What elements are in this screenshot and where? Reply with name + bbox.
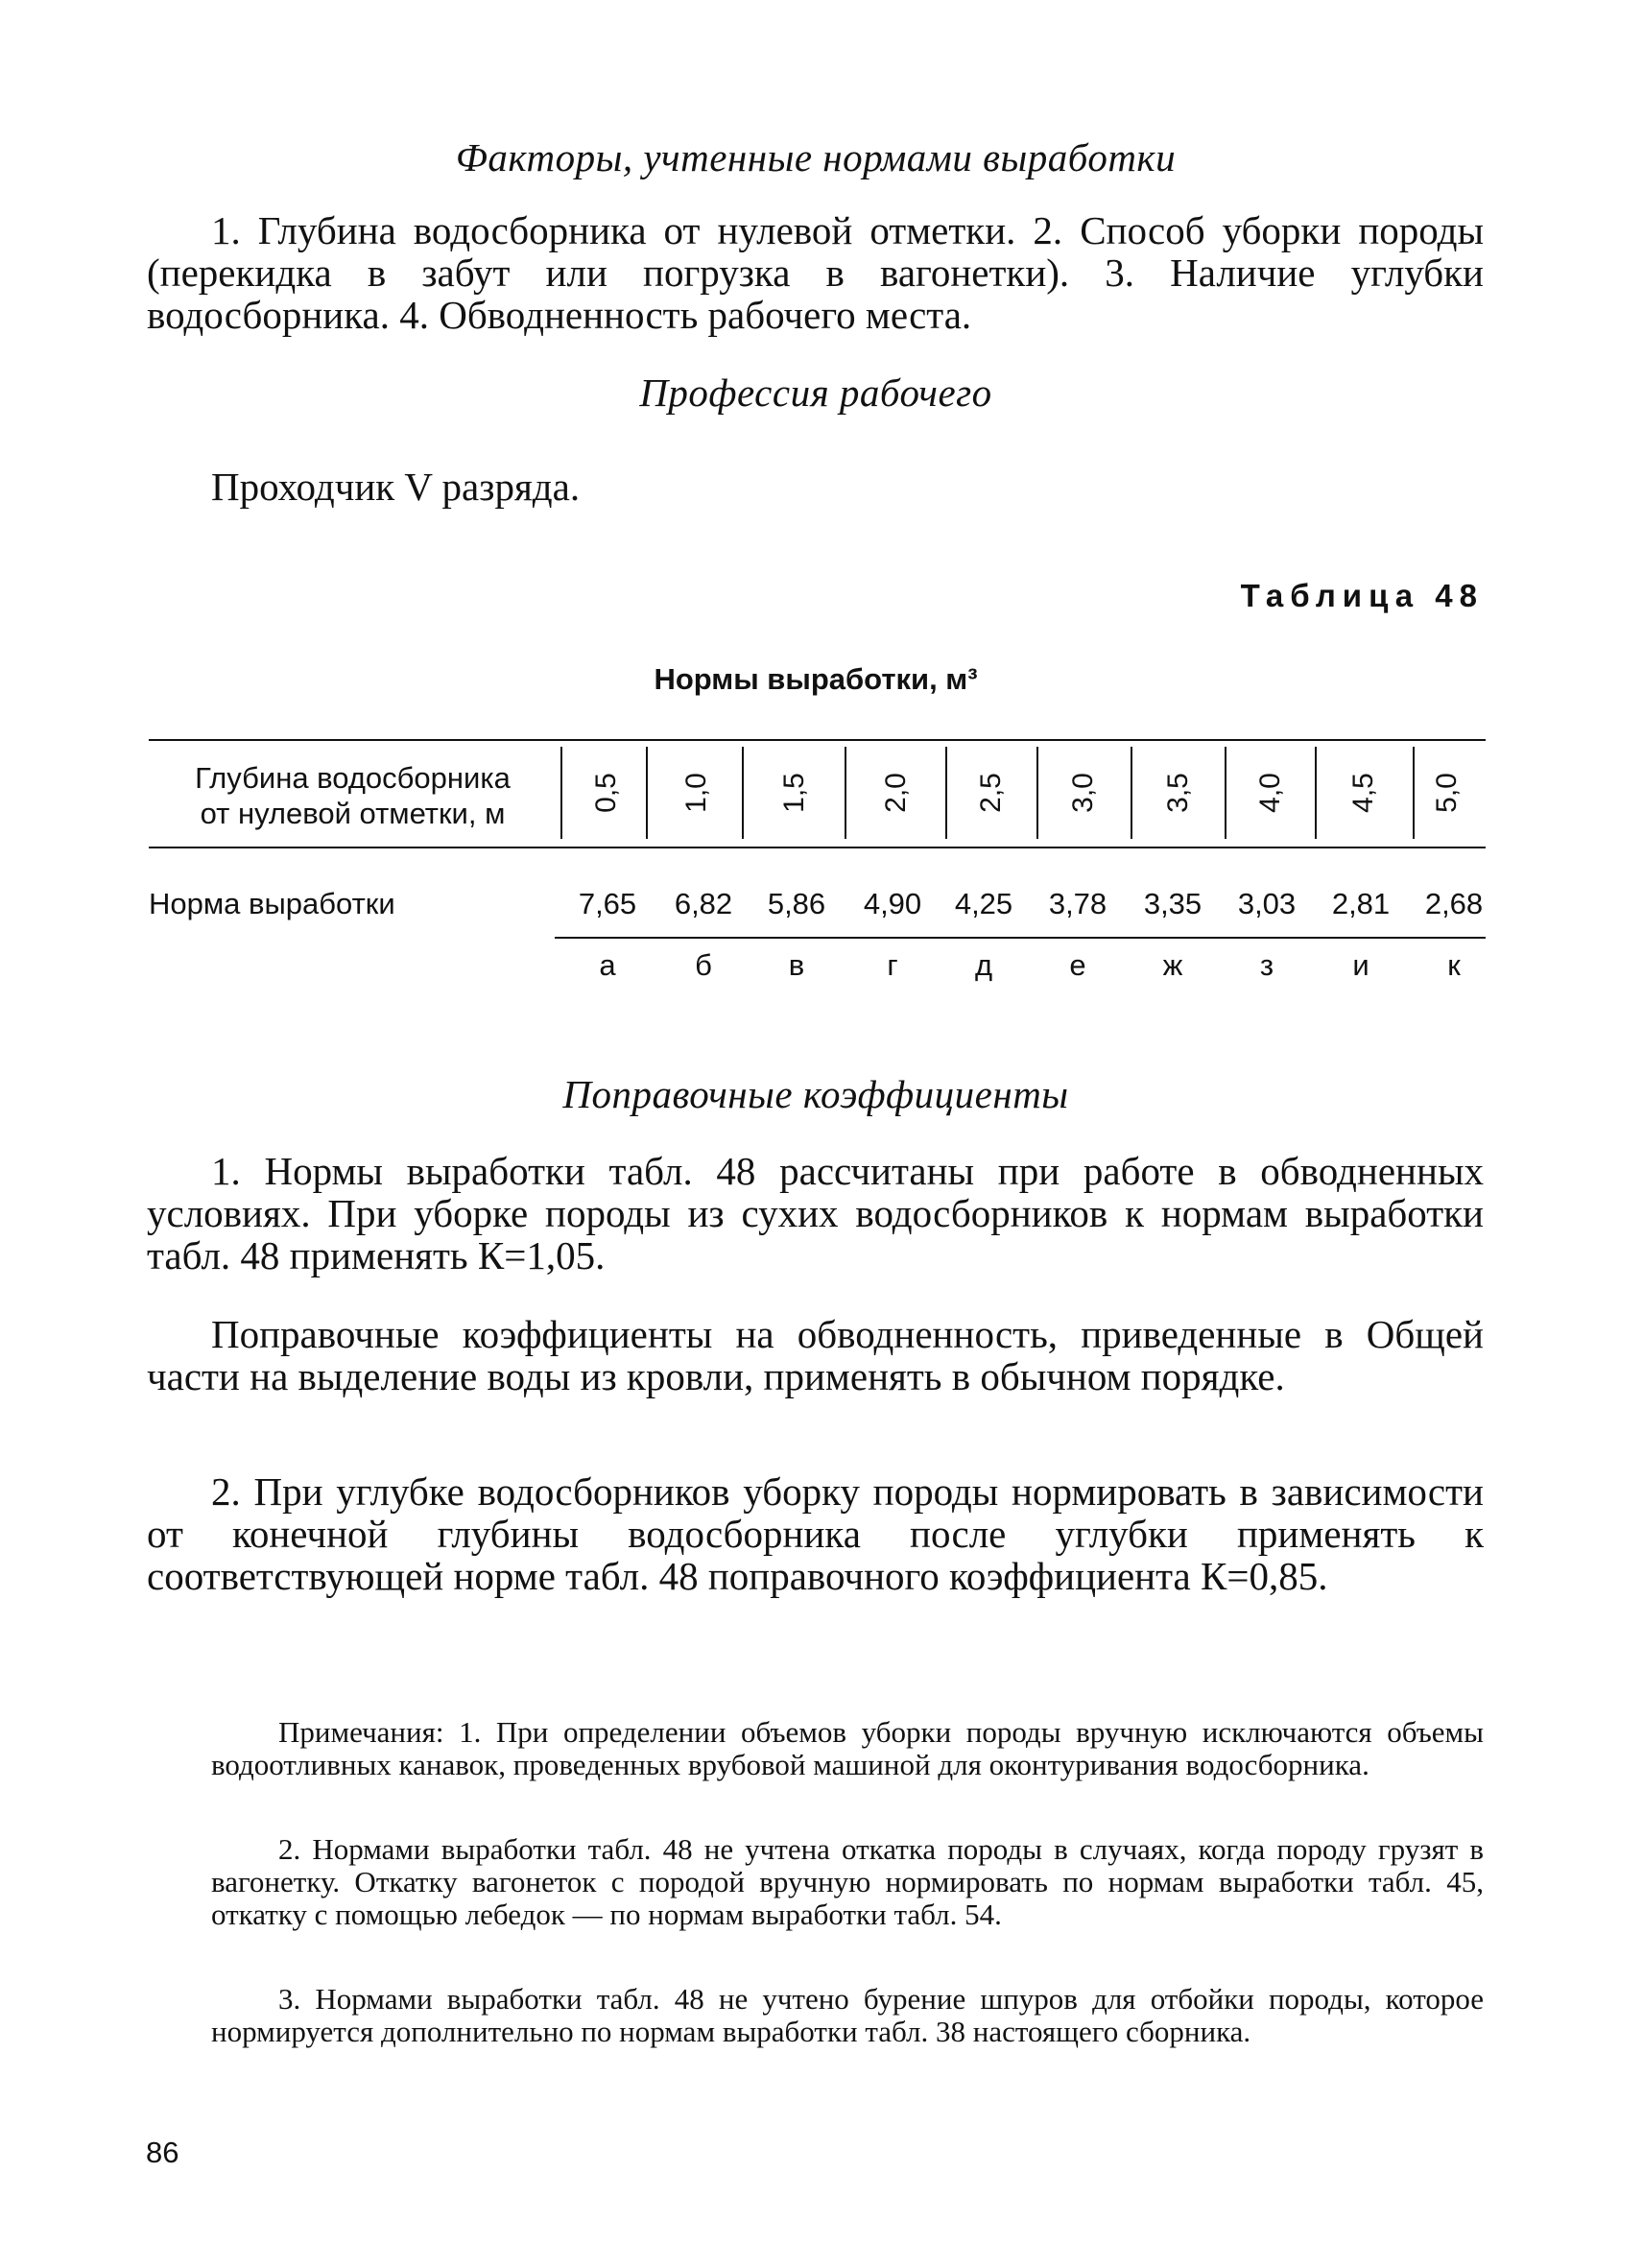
depth-label [149, 760, 557, 831]
depth-label-line2: от нулевой отметки, м [200, 797, 506, 830]
column-divider [1225, 747, 1226, 839]
depth-cell [1140, 745, 1217, 841]
note-1 [211, 1716, 1484, 1781]
column-letter: е [1069, 948, 1086, 982]
depth-value: 3,5 [1162, 773, 1194, 813]
column-divider [945, 747, 947, 839]
depth-value: 0,5 [590, 773, 622, 813]
column-letter: з [1259, 948, 1274, 982]
column-divider [1036, 747, 1038, 839]
coefficient-paragraph-2 [147, 1313, 1484, 1397]
norm-label: Норма выработки [149, 887, 395, 920]
column-divider [560, 747, 562, 839]
column-divider [1315, 747, 1317, 839]
norm-value: 6,82 [674, 887, 733, 920]
depth-value: 4,5 [1347, 773, 1379, 813]
norm-value: 2,81 [1331, 887, 1391, 920]
column-divider [1131, 747, 1132, 839]
depth-value: 2,0 [880, 773, 912, 813]
depth-cell [858, 745, 935, 841]
norm-value: 3,03 [1237, 887, 1297, 920]
factors-paragraph [147, 209, 1484, 336]
column-divider [845, 747, 846, 839]
norm-value: 5,86 [767, 887, 826, 920]
column-letter: в [788, 948, 805, 982]
depth-cell [953, 745, 1030, 841]
depth-cell [1232, 745, 1309, 841]
column-divider [646, 747, 648, 839]
column-letter: а [599, 948, 616, 982]
factors-text: 1. Глубина водосборника от нулевой отметки. 2. Способ уборки породы (перекидка в забут или погрузка в вагонетки). 3. Наличие углубки водосборника. 4. Обводненность рабочего места. [147, 208, 1484, 337]
depth-cell [1325, 745, 1402, 841]
profession-text: Проходчик V разряда. [211, 465, 581, 509]
profession-heading: Профессия рабочего [639, 370, 992, 415]
factors-heading: Факторы, учтенные нормами выработки [455, 135, 1177, 179]
norm-value: 3,35 [1143, 887, 1202, 920]
note-1-text: Примечания: 1. При определении объемов уборки породы вручную исключаются объемы водоотливных канавок, проведенных врубовой машиной для оконтуривания водосборника. [211, 1715, 1484, 1781]
table-title: Нормы выработки, м³ [654, 662, 978, 696]
table-top-rule [149, 739, 1486, 741]
column-letter: г [887, 948, 898, 982]
depth-label-line1: Глубина водосборника [195, 761, 511, 795]
table-header-rule [149, 847, 1486, 848]
note-3 [211, 1983, 1484, 2048]
depth-value: 3,0 [1067, 773, 1099, 813]
note-2 [211, 1833, 1484, 1931]
coefficients-heading: Поправочные коэффициенты [562, 1072, 1069, 1116]
norm-value: 3,78 [1048, 887, 1107, 920]
coefficient-paragraph-1 [147, 1150, 1484, 1277]
column-letter: к [1447, 948, 1461, 982]
column-letter: д [974, 948, 993, 982]
page-number: 86 [146, 2136, 179, 2169]
depth-cell [1409, 745, 1486, 841]
table-caption: Таблица 48 [1240, 578, 1484, 613]
norm-value: 7,65 [578, 887, 637, 920]
column-letter: и [1352, 948, 1369, 982]
coefficient-text-3: 2. При углубке водосборников уборку породы нормировать в зависимости от конечной глубины водосборника после углубки применять к соответствующей норме табл. 48 поправочного коэффициента К=0,85. [147, 1469, 1484, 1598]
coefficient-paragraph-3 [147, 1470, 1484, 1597]
table-bottom-rule [555, 937, 1486, 939]
depth-cell [658, 745, 735, 841]
depth-cell [568, 745, 645, 841]
depth-value: 2,5 [975, 773, 1007, 813]
depth-value: 1,0 [680, 773, 712, 813]
coefficient-text-2: Поправочные коэффициенты на обводненность, приведенные в Общей части на выделение воды из кровли, применять в обычном порядке. [147, 1312, 1484, 1398]
column-letter: ж [1162, 948, 1183, 982]
column-letter: б [695, 948, 712, 982]
depth-cell [1045, 745, 1122, 841]
norm-value: 4,25 [954, 887, 1013, 920]
depth-value: 4,0 [1254, 773, 1286, 813]
profession-paragraph [147, 466, 1484, 508]
depth-cell [756, 745, 833, 841]
norm-value: 2,68 [1424, 887, 1484, 920]
column-divider [742, 747, 744, 839]
note-3-text: 3. Нормами выработки табл. 48 не учтено бурение шпуров для отбойки породы, которое нормируется дополнительно по нормам выработки табл. 38 настоящего сборника. [211, 1982, 1484, 2048]
norm-value: 4,90 [863, 887, 922, 920]
depth-value: 5,0 [1431, 773, 1463, 813]
coefficient-text-1: 1. Нормы выработки табл. 48 рассчитаны при работе в обводненных условиях. При уборке породы из сухих водосборников к нормам выработки табл. 48 применять К=1,05. [147, 1149, 1484, 1277]
note-2-text: 2. Нормами выработки табл. 48 не учтена откатка породы в случаях, когда породу грузят в вагонетку. Откатку вагонеток с породой вручную нормировать по нормам выработки табл. 45, откатку с помощью лебедок — по нормам выработки табл. 54. [211, 1832, 1484, 1931]
depth-value: 1,5 [778, 773, 810, 813]
